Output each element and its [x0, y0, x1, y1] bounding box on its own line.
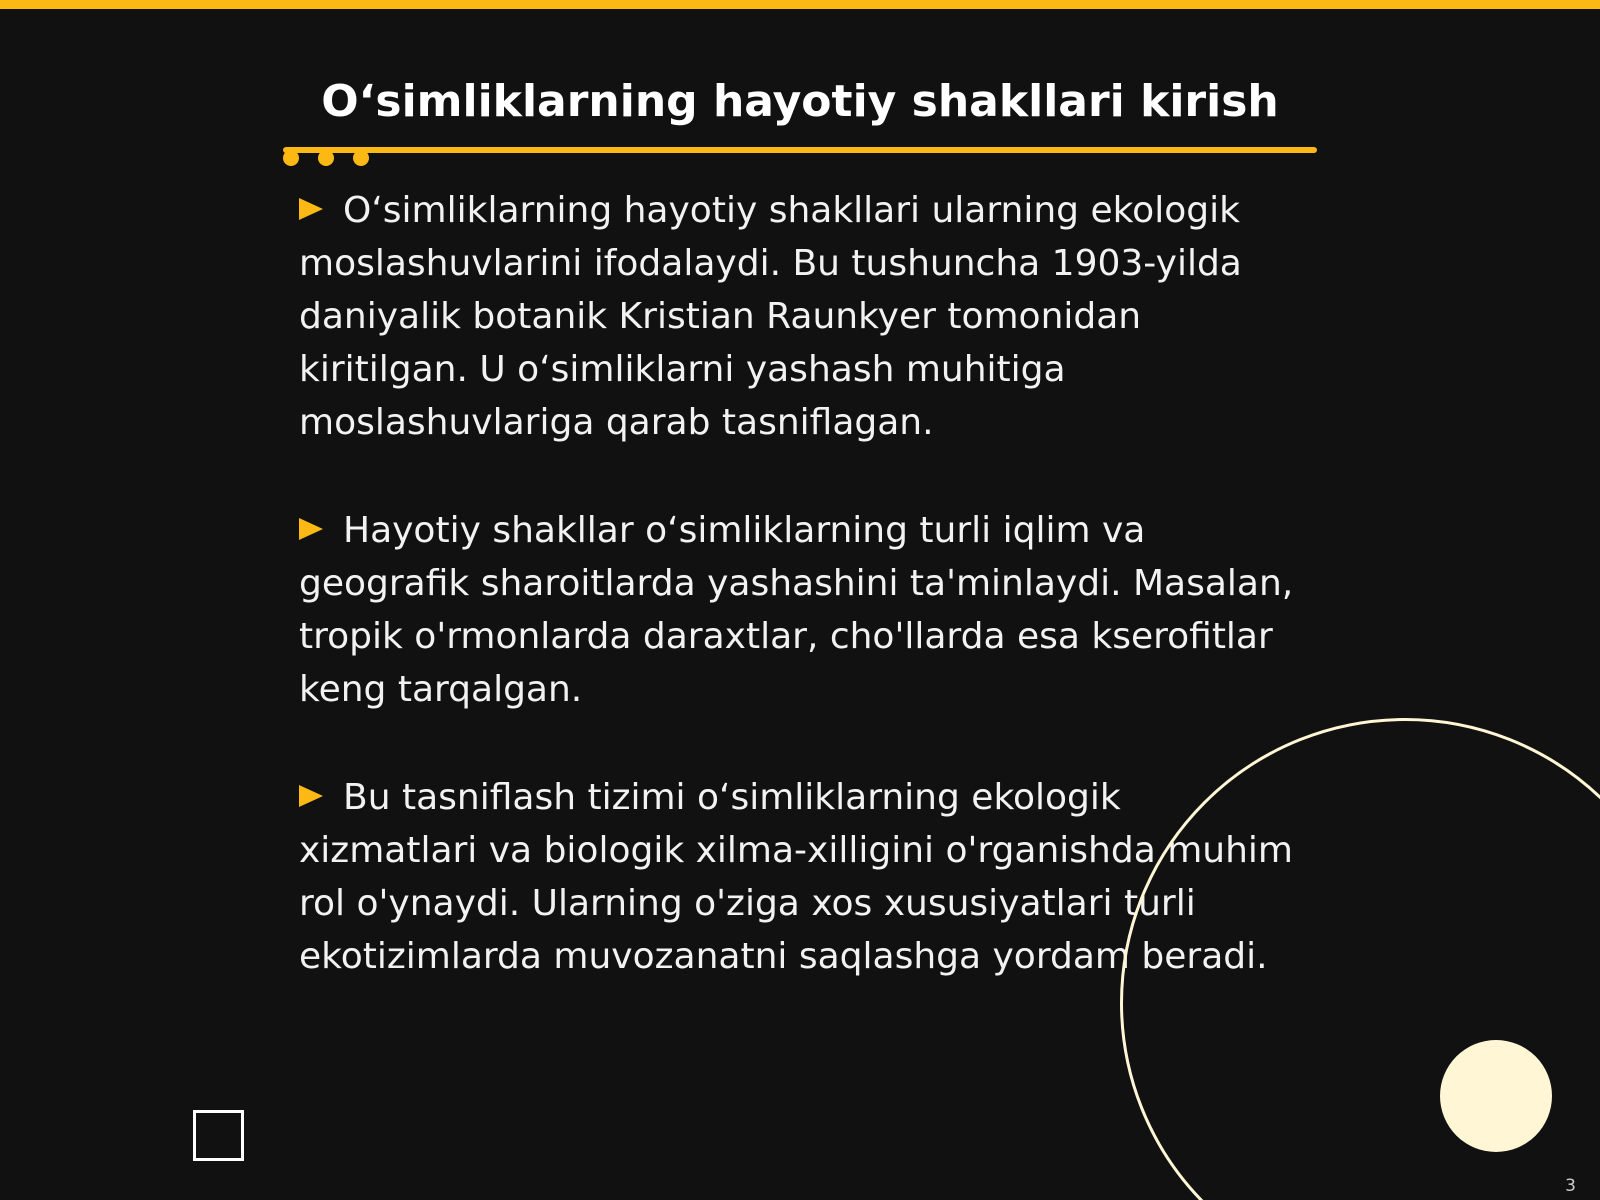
bullet-arrow-icon [299, 785, 323, 807]
decorative-dot [353, 150, 369, 166]
bullet-text: Bu tasniflash tizimi o‘simliklarning ekologik xizmatlari va biologik xilma-xilligini o'rganishda muhim rol o'ynaydi. Ularning o'ziga xos xususiyatlari turli ekotizimlarda muvozanatni saqlashga yordam beradi. [299, 777, 1293, 977]
bullet-arrow-icon [299, 198, 323, 220]
decorative-circle-filled [1440, 1040, 1552, 1152]
bullet-item [299, 504, 1309, 716]
slide-title: O‘simliklarning hayotiy shakllari kirish [321, 76, 1279, 127]
page-number: 3 [1565, 1176, 1576, 1196]
top-accent-bar [0, 0, 1600, 9]
bullet-arrow-icon [299, 518, 323, 540]
decorative-dot [283, 150, 299, 166]
decorative-dot [318, 150, 334, 166]
bullet-item [299, 184, 1309, 449]
bullet-text: O‘simliklarning hayotiy shakllari ularning ekologik moslashuvlarini ifodalaydi. Bu tushuncha 1903-yilda daniyalik botanik Kristian Raunkyer tomonidan kiritilgan. U o‘simliklarni yashash muhitiga moslashuvlariga qarab tasniflagan. [299, 190, 1242, 443]
bullet-text: Hayotiy shakllar o‘simliklarning turli iqlim va geografik sharoitlarda yashashini ta'minlaydi. Masalan, tropik o'rmonlarda daraxtlar, cho'llarda esa kserofitlar keng tarqalgan. [299, 510, 1294, 710]
title-underline [283, 147, 1317, 153]
decorative-square [193, 1110, 244, 1161]
